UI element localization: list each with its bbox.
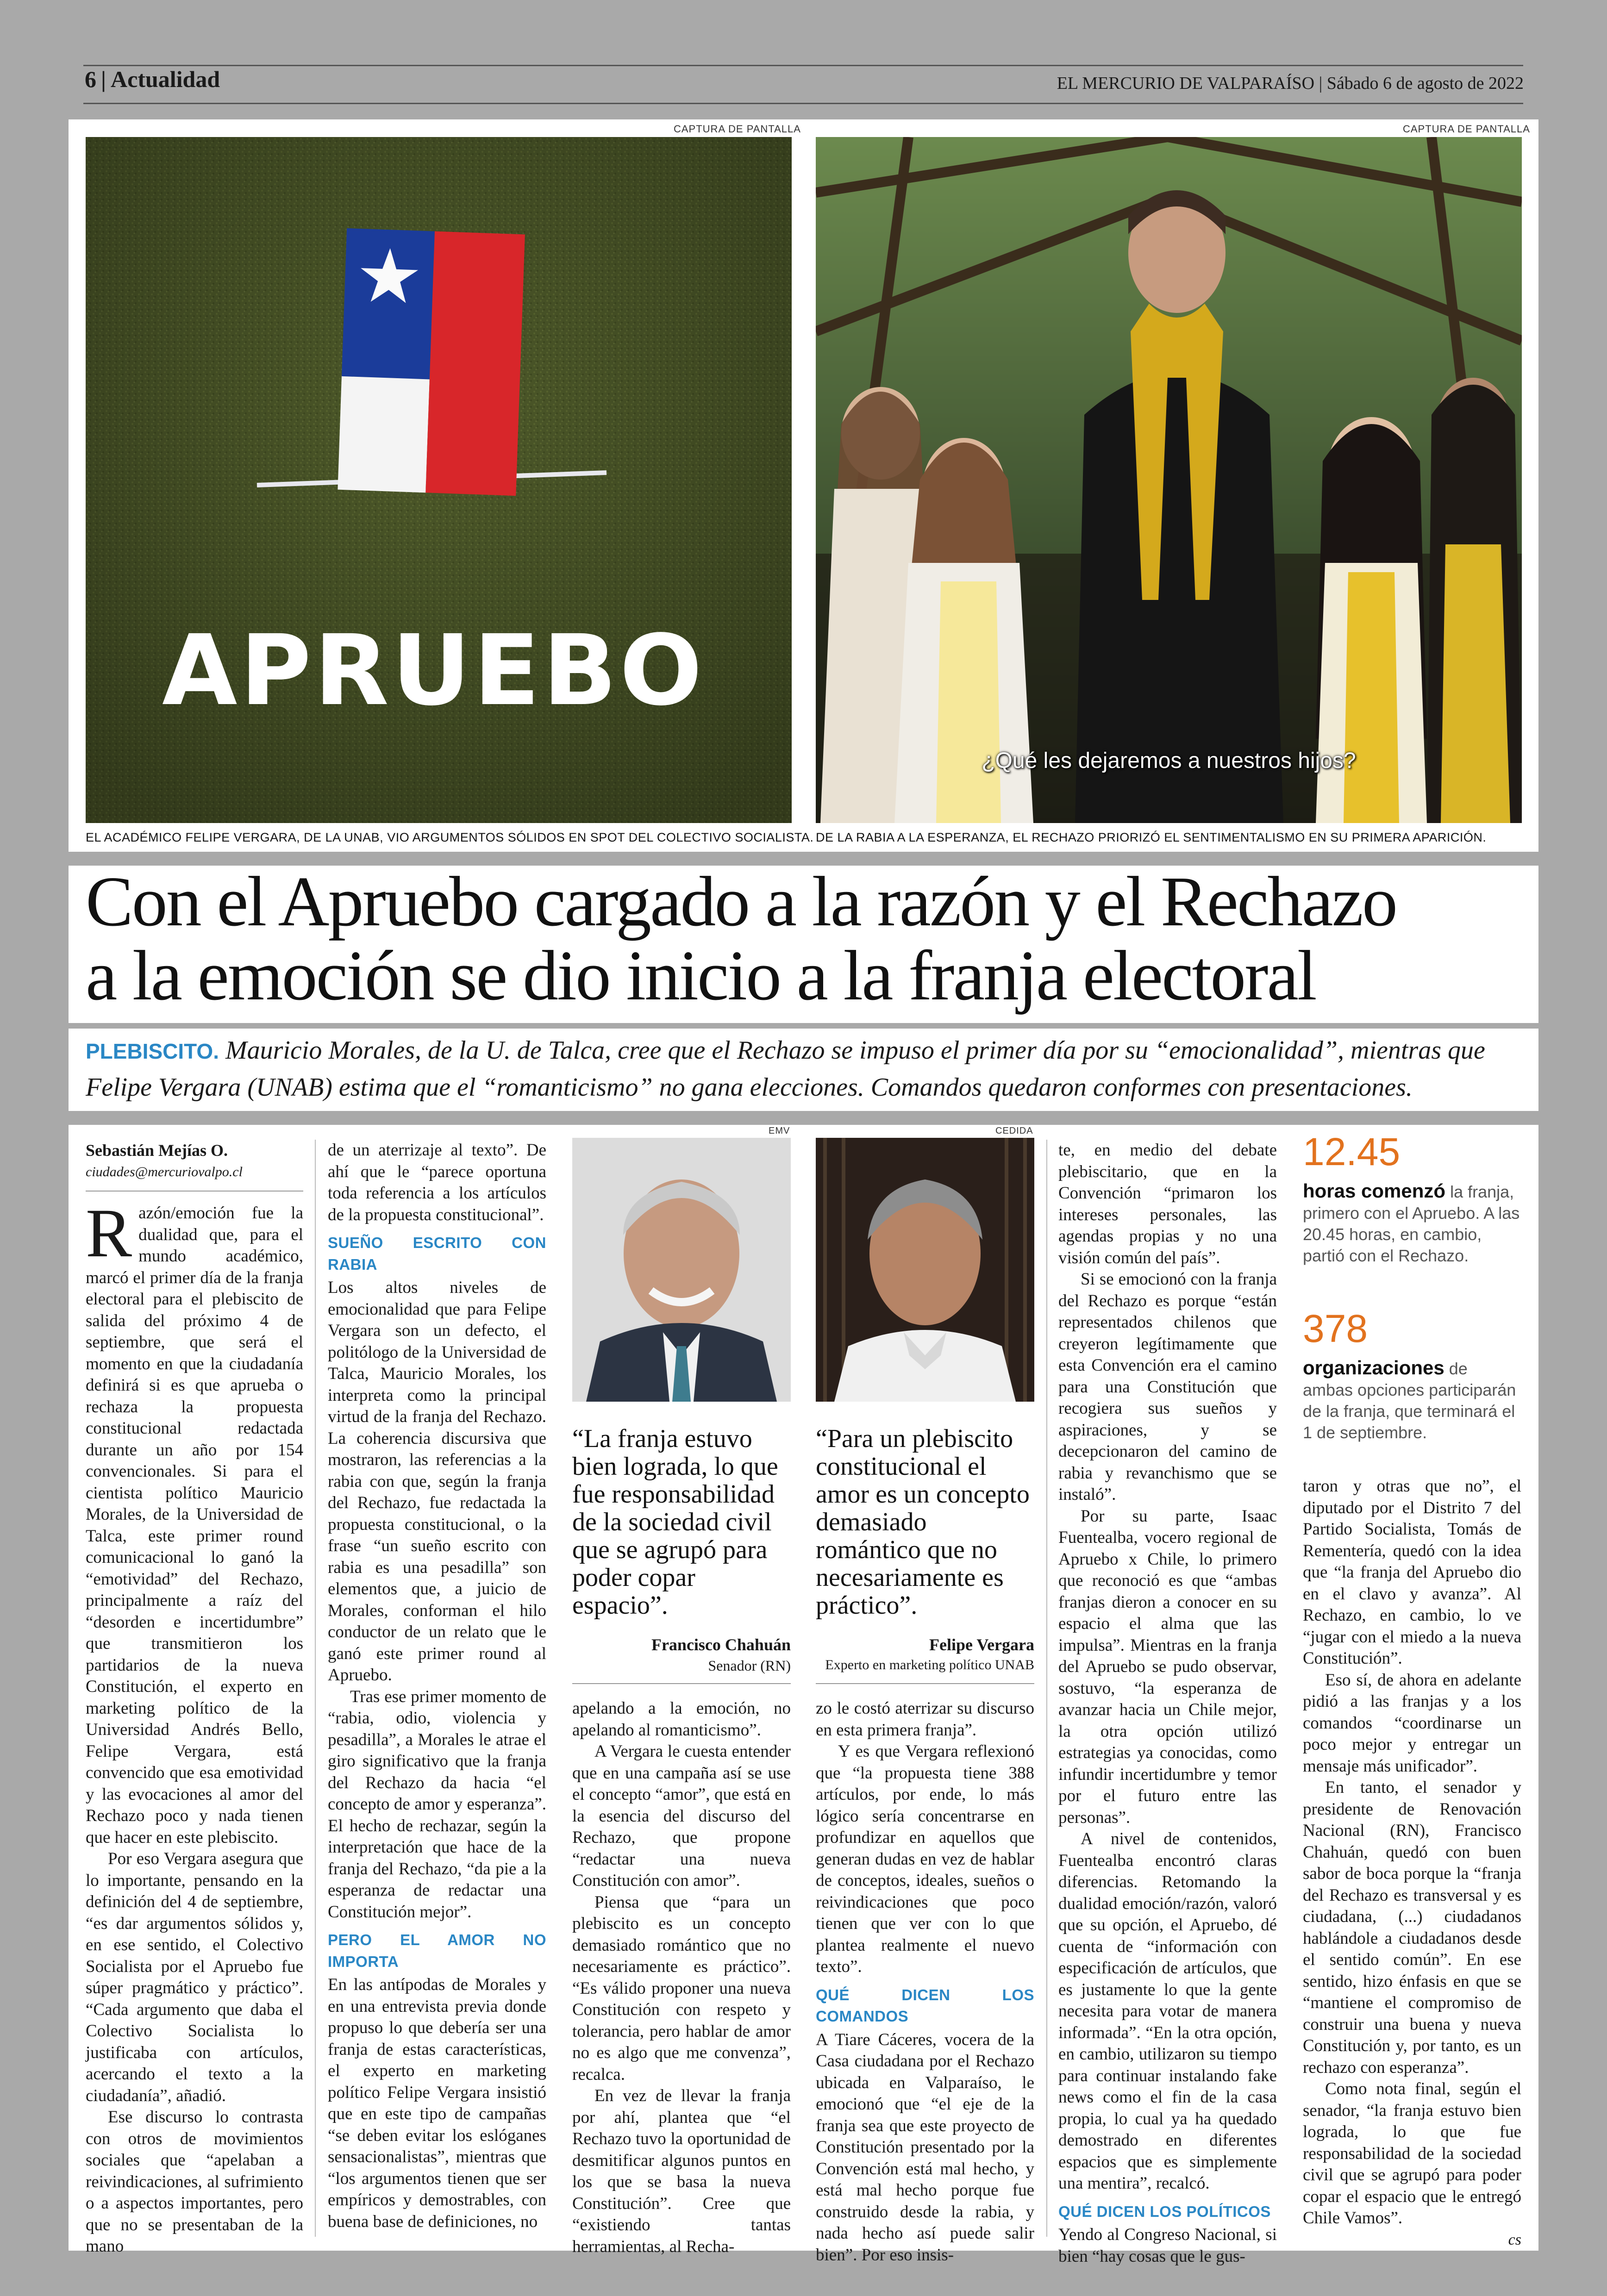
photo-credit-left: CAPTURA DE PANTALLA — [674, 123, 801, 135]
subhead-que-dicen-politicos: QUÉ DICEN LOS POLÍTICOS — [1058, 2202, 1271, 2220]
col2-paragraph-3: En las antípodas de Morales y en una entrevista previa donde propuso lo que debería ser una franja de estas características, el experto en marketing político Felipe Vergara insistió que en este tipo de campañas “se deben evitar los eslóganes sensacionalistas”, mientras que “los argumentos tienen que ser empíricos y demostrables, con buena base de definiciones, no — [328, 1975, 546, 2231]
dropcap: R — [86, 1195, 132, 1272]
man-with-children-image — [816, 137, 1522, 823]
headline-line-1: Con el Apruebo cargado a la razón y el Rechazo — [86, 862, 1397, 941]
column-2 — [328, 1140, 546, 2233]
quote-right-role: Experto en marketing político UNAB — [825, 1657, 1034, 1672]
publication-dateline: EL MERCURIO DE VALPARAÍSO | Sábado 6 de agosto de 2022 — [1057, 74, 1524, 93]
subhead-sueno-escrito: SUEÑO ESCRITO CON RABIA — [328, 1234, 546, 1273]
col4-paragraph-2: A Tiare Cáceres, vocera de la Casa ciudadana por el Rechazo ubicada en Valparaíso, le emocionó que “el eje de la franja sea que este proyecto de Constitución presentado por la Convención está mal hecho, y está mal hecho porque fue construido desde la rabia, y nada hecho así puede salir bien”. Por eso insis- — [816, 2030, 1034, 2265]
column-1-text — [86, 1195, 303, 2258]
column-4 — [816, 1698, 1034, 2266]
col6-paragraph-1: Eso sí, de ahora en adelante pidió a las franjas y a los comandos “coordinarse un poco mejor y entregar un mensaje más unificador”. — [1303, 1670, 1521, 1776]
page-section-label: 6 | Actualidad — [85, 66, 220, 92]
publication-name: EL MERCURIO DE VALPARAÍSO — [1057, 74, 1315, 93]
headline-line-2: a la emoción se dio inicio a la franja electoral — [86, 936, 1316, 1015]
quote-left-role: Senador (RN) — [708, 1657, 791, 1674]
stat-2-bold: organizaciones — [1303, 1357, 1444, 1379]
photo-caption-right: DE LA RABIA A LA ESPERANZA, EL RECHAZO PRIORIZÓ EL SENTIMENTALISMO EN SU PRIMERA APARICIÓN. — [816, 830, 1487, 844]
stat-2-text — [1303, 1357, 1520, 1443]
stat-2-desc: de ambas opciones participarán de la franja, que terminará el 1 de septiembre. — [1303, 1359, 1516, 1442]
lead-text: Mauricio Morales, de la U. de Talca, cree que el Rechazo se impuso el primer día por su “emocionalidad”, mientras que Felipe Vergara (UNAB) estima que el “romanticismo” no gana elecciones. Comandos quedaron conformes con presentaciones. — [86, 1036, 1485, 1102]
headline — [86, 862, 1530, 1015]
stat-1-bold: horas comenzó — [1303, 1180, 1446, 1202]
col6-paragraph-2: En tanto, el senador y presidente de Renovación Nacional (RN), Francisco Chahuán, quedó con buen sabor de boca porque la “franja del Rechazo es transversal y es ciudadana, (...) ciudadanos hablándole a ciudadanos desde el sentido común”. En ese sentido, hizo énfasis en que se “mantiene el compromiso de construir una buena y nueva Constitución y, por tanto, es un rechazo con esperanza”. — [1303, 1778, 1521, 2077]
stat-1-number: 12.45 — [1303, 1130, 1401, 1173]
lead-tag: PLEBISCITO. — [86, 1039, 219, 1063]
col2-paragraph-0: de un aterrizaje al texto”. De ahí que le “parece oportuna toda referencia a los artículos de la propuesta constitucional”. — [328, 1141, 546, 1224]
end-mark: cs — [1508, 2231, 1521, 2248]
column-divider-4 — [1046, 1140, 1047, 2237]
portrait-chahuan — [572, 1138, 791, 1402]
col1-paragraph-3: Ese discurso lo contrasta con otros de movimientos sociales que “apelaban a reivindicaciones, al sufrimiento o a aspectos importantes, pero que no se presentaban de la mano — [86, 2108, 303, 2256]
col3-paragraph-3: En vez de llevar la franja por ahí, plantea que “el Rechazo tuvo la oportunidad de desmitificar algunos puntos en los que se basa la nueva Constitución”. Cree que “existiendo tantas herramientas, al Recha- — [572, 2086, 791, 2256]
col5-paragraph-4: Yendo al Congreso Nacional, si bien “hay cosas que le gus- — [1058, 2225, 1277, 2266]
section-name: Actualidad — [111, 66, 220, 92]
column-6 — [1303, 1476, 1521, 2251]
byline-rule — [86, 1191, 303, 1192]
quote-right-name: Felipe Vergara — [929, 1635, 1034, 1654]
video-subtitle: ¿Qué les dejaremos a nuestros hijos? — [982, 749, 1356, 773]
quote-right-text: “Para un plebiscito constitucional el amor es un concepto demasiado romántico que no necesariamente es práctico”. — [816, 1424, 1030, 1620]
portrait-chahuan-image — [572, 1138, 791, 1402]
column-1 — [86, 1140, 303, 1183]
header-top-rule — [83, 65, 1523, 66]
subhead-pero-el-amor: PERO EL AMOR NO IMPORTA — [328, 1931, 546, 1970]
col6-paragraph-0: taron y otras que no”, el diputado por el Distrito 7 del Partido Socialista, Tomás de Rementería, quedó con la idea que “la franja del Apruebo dio en el clavo y avanza”. Al Rechazo, en cambio, lo ve “jugar con el miedo a la nueva Constitución”. — [1303, 1477, 1521, 1668]
col5-paragraph-3: A nivel de contenidos, Fuentealba encontró claras diferencias. Retomando la dualidad emoción/razón, valoró que su opción, el Apruebo, dé cuenta de “información con especificación de artículos, que es justamente lo que la gente necesita para votar de manera informada”. “En la otra opción, en cambio, utilizaron su tiempo para continuar instalando fake news como el fin de la casa propia, lo cual ya ha quedado demostrado en diferentes espacios que es simplemente una mentira”, recalcó. — [1058, 1829, 1277, 2193]
column-5 — [1058, 1140, 1277, 2267]
quote-left-credit: EMV — [769, 1126, 790, 1136]
col1-paragraph-1: azón/emoción fue la dualidad que, para el mundo académico, marcó el primer día de la franja electoral para el plebiscito de salida del próximo 4 de septiembre, que será el momento en que la ciudadanía definirá si es que aprueba o rechaza la propuesta constitucional redactada durante un año por 154 convencionales. Si para el cientista político Mauricio Morales, de la Universidad de Talca, este primer round comunicacional lo ganó la “emotividad” del Rechazo, principalmente a raíz del “desorden e incertidumbre” que transmitieron los partidarios de la nueva Constitución, el experto en marketing político de la Universidad Andrés Bello, Felipe Vergara, está convencido que esa emotividad y las evocaciones al amor del Rechazo poco y nada tienen que hacer en este plebiscito. — [86, 1204, 303, 1847]
col3-paragraph-1: A Vergara le cuesta entender que en una campaña así se use el concepto “amor”, que está en la esencia del discurso del Rechazo, que propone “redactar una nueva Constitución con amor”. — [572, 1742, 791, 1890]
quote-right-credit: CEDIDA — [995, 1126, 1033, 1136]
byline-author: Sebastián Mejías O. — [86, 1141, 228, 1160]
col5-paragraph-0: te, en medio del debate plebiscitario, que en la Convención “primaron los intereses personales, las agendas propias y no una visión común del país”. — [1058, 1141, 1277, 1267]
subhead-que-dicen-comandos: QUÉ DICEN LOS COMANDOS — [816, 1986, 1034, 2025]
col3-paragraph-0: apelando a la emoción, no apelando al romanticismo”. — [572, 1699, 791, 1740]
portrait-vergara — [816, 1138, 1034, 1402]
column-divider-1 — [315, 1140, 316, 2237]
page-number: 6 — [85, 66, 96, 92]
stat-1-desc: la franja, primero con el Apruebo. A las 20.45 horas, en cambio, partió con el Rechazo. — [1303, 1182, 1520, 1265]
col2-paragraph-1: Los altos niveles de emocionalidad que para Felipe Vergara son un defecto, el politólogo de la Universidad de Talca, Mauricio Morales, los interpreta como la principal virtud de la franja del Rechazo. La coherencia discursiva que mostraron, las referencias a la rabia con que, según la franja del Rechazo, fue redactada la propuesta constitucional, o la frase “un sueño escrito con rabia es una pesadilla” son elementos que, a juicio de Morales, conforman el hilo conductor de un relato que le ganó este primer round al Apruebo. — [328, 1278, 546, 1685]
col3-paragraph-2: Piensa que “para un plebiscito es un concepto demasiado romántico que no necesariamente es práctico”. “Es válido proponer una nueva Constitución con respeto y tolerancia, pero hablar de amor no es algo que me convenza”, recalca. — [572, 1892, 791, 2084]
photo-apruebo-spot — [86, 137, 792, 823]
photo-rechazo-spot — [816, 137, 1522, 823]
col1-paragraph-2: Por eso Vergara asegura que lo importante, pensando en la definición del 4 de septiembre, “es dar argumentos sólidos y, en ese sentido, el Colectivo Socialista por el Apruebo fue súper pragmático y práctico”. “Cada argumento que daba el Colectivo Socialista lo justificaba con artículos, acercando el texto a la ciudadanía”, añadió. — [86, 1849, 303, 2105]
publication-date: Sábado 6 de agosto de 2022 — [1326, 74, 1524, 93]
quote-right-rule — [816, 1683, 1034, 1684]
stat-1-text — [1303, 1180, 1520, 1267]
quote-left-rule — [572, 1683, 791, 1684]
byline-email: ciudades@mercuriovalpo.cl — [86, 1164, 243, 1179]
stat-2-number: 378 — [1303, 1307, 1368, 1350]
photo-caption-left: EL ACADÉMICO FELIPE VERGARA, DE LA UNAB, VIO ARGUMENTOS SÓLIDOS EN SPOT DEL COLECTIVO SOCIALISTA. — [86, 830, 814, 844]
portrait-vergara-image — [816, 1138, 1034, 1402]
col4-paragraph-1: Y es que Vergara reflexionó que “la propuesta tiene 388 artículos, por ende, lo más lógico sería concentrarse en profundizar en aquellos que generan dudas en vez de hablar de conceptos, ideales, sueños o reivindicaciones que poco tienen que ver con lo que plantea realmente el nuevo texto”. — [816, 1742, 1034, 1976]
col4-paragraph-0: zo le costó aterrizar su discurso en esta primera franja”. — [816, 1699, 1034, 1740]
apruebo-overlay-text: APRUEBO — [162, 614, 705, 727]
quote-left-name: Francisco Chahuán — [651, 1635, 791, 1654]
col6-paragraph-3: Como nota final, según el senador, “la franja estuvo bien lograda, lo que fue responsabilidad de la sociedad civil que se agrupó para poder copar el espacio que le entregó Chile Vamos”. — [1303, 2079, 1521, 2227]
header-bottom-rule — [83, 103, 1523, 104]
column-3 — [572, 1698, 791, 2258]
quote-left-text: “La franja estuvo bien lograda, lo que fue responsabilidad de la sociedad civil que se agrupó para poder copar espacio”. — [572, 1424, 778, 1620]
photo-credit-right: CAPTURA DE PANTALLA — [1403, 123, 1530, 135]
lead-paragraph — [86, 1032, 1521, 1105]
col5-paragraph-1: Si se emocionó con la franja del Rechazo es porque “están representados chilenos que creyeron legítimamente que esta Convención era el camino para una Constitución que recogiera sus sueños y aspiraciones, y se decepcionaron del camino de rabia y revanchismo que se instaló”. — [1058, 1270, 1277, 1504]
col2-paragraph-2: Tras ese primer momento de “rabia, odio, violencia y pesadilla”, a Morales le atrae el giro significativo que la franja del Rechazo da hacia “el concepto de amor y esperanza”. El hecho de rechazar, según la interpretación que hace de la franja del Rechazo, “da pie a la esperanza de redactar una Constitución mejor”. — [328, 1687, 546, 1922]
col5-paragraph-2: Por su parte, Isaac Fuentealba, vocero regional de Apruebo x Chile, lo primero que reconoció es que “ambas franjas dieron a conocer en su espacio el alma que las impulsa”. Mientras en la franja del Apruebo se pudo observar, sostuvo, “la esperanza de avanzar hacia un Chile mejor, la otra opción utilizó estrategias ya conocidas, como infundir incertidumbre y temor por el futuro entre las personas”. — [1058, 1506, 1277, 1827]
